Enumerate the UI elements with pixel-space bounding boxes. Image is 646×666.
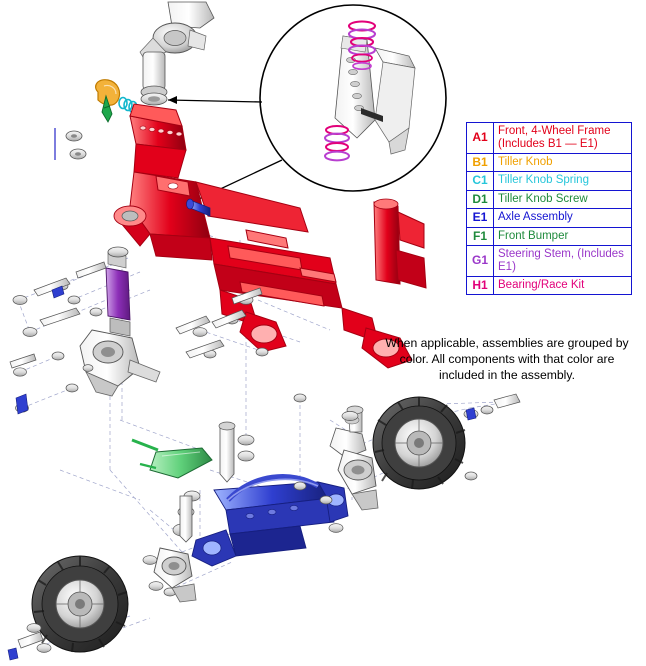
lower-frame-blue bbox=[192, 477, 348, 566]
legend-code-b1: B1 bbox=[467, 153, 494, 171]
legend-label-f1: Front Bumper bbox=[494, 227, 632, 245]
legend-label-e1: Axle Assembly bbox=[494, 209, 632, 227]
legend-label-b1: Tiller Knob bbox=[494, 153, 632, 171]
small-hardware-top-left bbox=[55, 128, 86, 160]
legend-code-f1: F1 bbox=[467, 227, 494, 245]
legend-row-h1 bbox=[467, 276, 632, 294]
legend-row-g1 bbox=[467, 245, 632, 276]
legend-code-c1: C1 bbox=[467, 172, 494, 190]
legend-code-d1: D1 bbox=[467, 190, 494, 208]
legend-label-c1: Tiller Knob Spring bbox=[494, 172, 632, 190]
legend-label-d1: Tiller Knob Screw bbox=[494, 190, 632, 208]
legend-note: When applicable, assemblies are grouped by color. All components with that color are included in the assembly. bbox=[385, 336, 629, 382]
legend-label-a1: Front, 4-Wheel Frame (Includes B1 — E1) bbox=[494, 123, 632, 154]
legend-row-e1 bbox=[467, 209, 632, 227]
left-wheel bbox=[32, 556, 128, 652]
legend-row-a1 bbox=[467, 123, 632, 154]
right-wheel bbox=[373, 397, 465, 489]
tiller-mount-top bbox=[140, 2, 214, 105]
legend-table bbox=[466, 122, 632, 295]
legend-code-h1: H1 bbox=[467, 276, 494, 294]
legend-row-b1 bbox=[467, 153, 632, 171]
legend-code-a1: A1 bbox=[467, 123, 494, 154]
legend-label-h1: Bearing/Race Kit bbox=[494, 276, 632, 294]
legend-code-g1: G1 bbox=[467, 245, 494, 276]
legend-row-d1 bbox=[467, 190, 632, 208]
front-bumper-green bbox=[132, 440, 212, 478]
legend-code-e1: E1 bbox=[467, 209, 494, 227]
legend-row-c1 bbox=[467, 172, 632, 190]
legend-label-g1: Steering Stem, (Includes E1) bbox=[494, 245, 632, 276]
legend-row-f1 bbox=[467, 227, 632, 245]
